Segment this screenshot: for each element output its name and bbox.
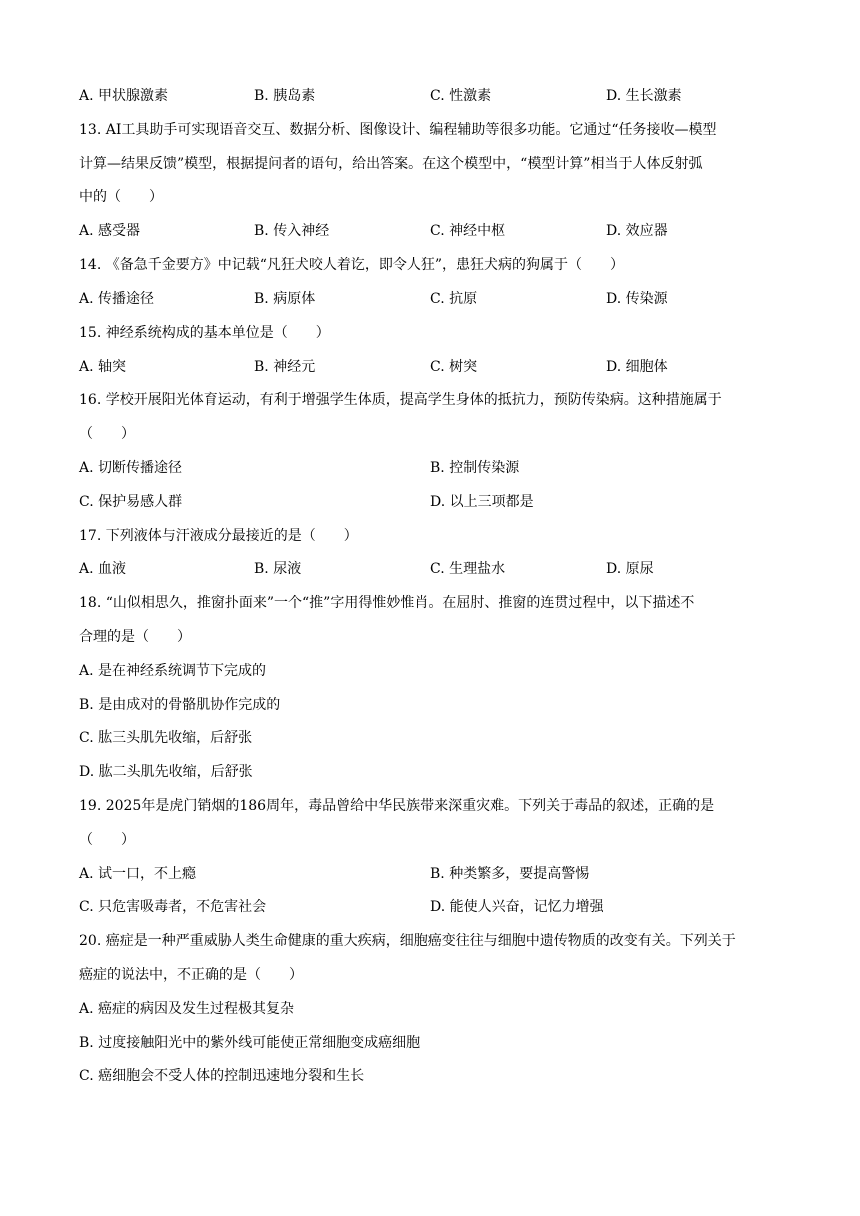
q12-option-b: B. 胰岛素 <box>254 88 316 104</box>
q13-option-a: A. 感受器 <box>79 223 141 239</box>
q19-option-a: A. 试一口，不上瘾 <box>79 866 197 882</box>
q18-stem-line-2: 合理的是（ ） <box>79 629 191 645</box>
q19-option-d: D. 能使人兴奋，记忆力增强 <box>430 899 604 915</box>
q20-stem-line-1: 20. 癌症是一种严重威胁人类生命健康的重大疾病，细胞癌变往往与细胞中遗传物质的改变有关。下列关于 <box>79 933 736 949</box>
q15-option-d: D. 细胞体 <box>606 359 668 375</box>
q19-stem-line-2: （ ） <box>79 832 135 848</box>
q16-option-d: D. 以上三项都是 <box>430 494 534 510</box>
q15-option-c: C. 树突 <box>430 359 478 375</box>
q17-option-a: A. 血液 <box>79 561 127 577</box>
q18-option-b: B. 是由成对的骨骼肌协作完成的 <box>79 697 281 713</box>
q20-option-c: C. 癌细胞会不受人体的控制迅速地分裂和生长 <box>79 1068 365 1084</box>
q13-stem-line-3: 中的（ ） <box>79 189 163 205</box>
q15-option-a: A. 轴突 <box>79 359 127 375</box>
q14-option-b: B. 病原体 <box>254 291 316 307</box>
q12-option-a: A. 甲状腺激素 <box>79 88 169 104</box>
q14-option-c: C. 抗原 <box>430 291 478 307</box>
q17-option-d: D. 原尿 <box>606 561 654 577</box>
q14-option-a: A. 传播途径 <box>79 291 155 307</box>
q16-option-b: B. 控制传染源 <box>430 460 520 476</box>
q16-stem-line-2: （ ） <box>79 426 135 442</box>
q15-stem: 15. 神经系统构成的基本单位是（ ） <box>79 325 330 341</box>
q17-option-c: C. 生理盐水 <box>430 561 506 577</box>
q15-option-b: B. 神经元 <box>254 359 316 375</box>
q13-option-b: B. 传入神经 <box>254 223 330 239</box>
q12-option-d: D. 生长激素 <box>606 88 682 104</box>
q14-option-d: D. 传染源 <box>606 291 668 307</box>
q19-option-b: B. 种类繁多，要提高警惕 <box>430 866 590 882</box>
q16-option-a: A. 切断传播途径 <box>79 460 183 476</box>
q13-option-c: C. 神经中枢 <box>430 223 506 239</box>
q17-stem: 17. 下列液体与汗液成分最接近的是（ ） <box>79 528 358 544</box>
q17-option-b: B. 尿液 <box>254 561 302 577</box>
q18-stem-line-1: 18. “山似相思久，推窗扑面来”一个“推”字用得惟妙惟肖。在屈肘、推窗的连贯过程中，以下描述不 <box>79 595 695 611</box>
q19-stem-line-1: 19. 2025年是虎门销烟的186周年，毒品曾给中华民族带来深重灾难。下列关于毒品的叙述，正确的是 <box>79 798 715 814</box>
q20-option-a: A. 癌症的病因及发生过程极其复杂 <box>79 1001 295 1017</box>
q13-stem-line-2: 计算—结果反馈”模型，根据提问者的语句，给出答案。在这个模型中，“模型计算”相当于人体反射弧 <box>79 156 703 172</box>
q20-option-b: B. 过度接触阳光中的紫外线可能使正常细胞变成癌细胞 <box>79 1035 421 1051</box>
q13-option-d: D. 效应器 <box>606 223 668 239</box>
q18-option-c: C. 肱三头肌先收缩，后舒张 <box>79 730 253 746</box>
q18-option-a: A. 是在神经系统调节下完成的 <box>79 663 267 679</box>
q20-stem-line-2: 癌症的说法中，不正确的是（ ） <box>79 967 303 983</box>
q14-stem: 14. 《备急千金要方》中记载“凡狂犬咬人着讫，即令人狂”，患狂犬病的狗属于（ ） <box>79 257 625 273</box>
q18-option-d: D. 肱二头肌先收缩，后舒张 <box>79 764 253 780</box>
q19-option-c: C. 只危害吸毒者，不危害社会 <box>79 899 267 915</box>
q12-option-c: C. 性激素 <box>430 88 492 104</box>
q16-stem-line-1: 16. 学校开展阳光体育运动，有利于增强学生体质，提高学生身体的抵抗力，预防传染病。这种措施属于 <box>79 392 722 408</box>
q13-stem-line-1: 13. AI工具助手可实现语音交互、数据分析、图像设计、编程辅助等很多功能。它通过“任务接收—模型 <box>79 122 717 138</box>
q16-option-c: C. 保护易感人群 <box>79 494 183 510</box>
